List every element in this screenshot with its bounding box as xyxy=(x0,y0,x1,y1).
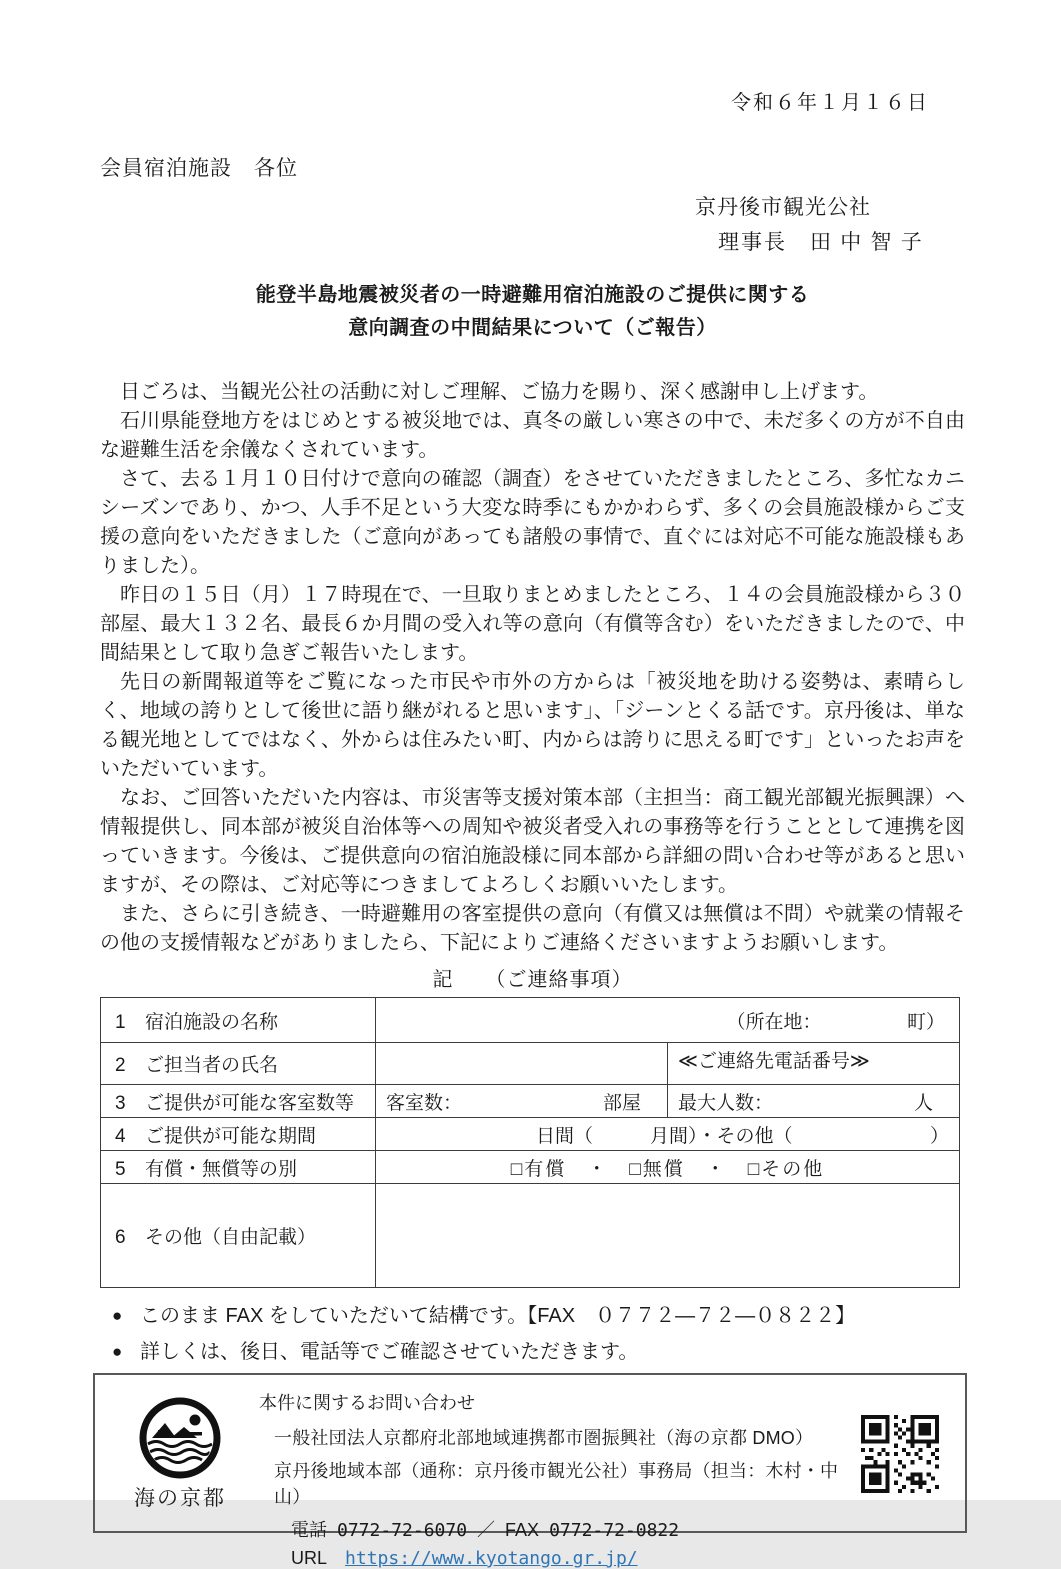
row-number: 4 xyxy=(115,1125,126,1147)
table-row xyxy=(101,1043,960,1085)
row-number: 1 xyxy=(115,1011,126,1033)
document-date: 令和６年１月１６日 xyxy=(731,92,929,114)
notes-list xyxy=(100,1301,965,1367)
row-label: 有償・無償等の別 xyxy=(145,1158,298,1180)
body-paragraph: また、さらに引き続き、一時避難用の客室提供の意向（有償又は無償は不問）や就業の情報その他の支援情報などがありましたら、下記によりご連絡くださいますようお願いします。 xyxy=(100,903,965,954)
body-text xyxy=(100,378,965,958)
qr-code-icon xyxy=(861,1415,939,1493)
tel-number: 0772-72-6070 xyxy=(337,1520,468,1541)
table-row xyxy=(101,1151,960,1184)
list-item xyxy=(100,1337,965,1367)
bullet-icon: ● xyxy=(112,1306,123,1325)
document-title xyxy=(100,279,965,345)
capacity-field xyxy=(668,1085,960,1118)
row-label: ご提供が可能な客室数等 xyxy=(145,1092,355,1114)
bullet-text: 詳しくは、後日、電話等でご確認させていただきます。 xyxy=(140,1341,639,1363)
form-heading: 記 （ご連絡事項） xyxy=(432,969,633,991)
body-paragraph: さて、去る１月１０日付けで意向の確認（調査）をさせていただきましたところ、多忙なカニシーズンであり、かつ、人手不足という大変な時季にもかかわらず、多くの会員施設様からご支援の意向をいただきました（ご意向があっても諸般の事情で、直ぐには対応不可能な施設様もありました）。 xyxy=(100,468,965,577)
rooms-field xyxy=(376,1085,668,1118)
body-paragraph: なお、ご回答いただいた内容は、市災害等支援対策本部（主担当：商工観光部観光振興課）へ情報提供し、同本部が被災自治体等への周知や被災者受入れの事務等を行うこととして連携を図っていきます。今後は、ご提供意向の宿泊施設様に同本部から詳細の問い合わせ等があると思いますが、その際は、ご対応等につきましてよろしくお願いいたします。 xyxy=(100,787,965,896)
list-item xyxy=(100,1301,965,1331)
bullet-icon: ● xyxy=(112,1342,123,1361)
rooms-unit: 部屋 xyxy=(602,1092,641,1114)
office-line: 京丹後地域本部（通称：京丹後市観光公社）事務局（担当：木村・中山） xyxy=(274,1461,839,1507)
free-text-field xyxy=(376,1184,960,1288)
row-number: 5 xyxy=(115,1158,126,1180)
row-number: 3 xyxy=(115,1092,126,1114)
phone-fax-line xyxy=(259,1516,861,1542)
phone-note: ≪ご連絡先電話番号≫ xyxy=(668,1043,960,1085)
bullet-text: このまま FAX をしていただいて結構です。【FAX ０７７２―７２―０８２２】 xyxy=(140,1305,856,1327)
recipient-line: 会員宿泊施設 各位 xyxy=(100,156,298,180)
rooms-label: 客室数： xyxy=(386,1092,463,1114)
umi-no-kyoto-logo-icon xyxy=(138,1396,222,1480)
logo-block xyxy=(109,1385,251,1523)
contact-name-field xyxy=(376,1043,668,1085)
website-link[interactable]: https://www.kyotango.gr.jp/ xyxy=(345,1548,638,1569)
payment-options: □有償 ・ □無償 ・ □その他 xyxy=(376,1151,960,1184)
qr-block xyxy=(861,1385,953,1523)
sender-name: 理事長 田 中 智 子 xyxy=(718,230,924,254)
contact-details xyxy=(251,1385,861,1569)
table-row xyxy=(101,1118,960,1151)
body-paragraph: 石川県能登地方をはじめとする被災地では、真冬の厳しい寒さの中で、未だ多くの方が不自由な避難生活を余儀なくされています。 xyxy=(100,410,965,461)
period-field xyxy=(376,1118,960,1151)
url-line xyxy=(259,1548,861,1569)
separator: ／ xyxy=(477,1520,496,1540)
row-label: その他（自由記載） xyxy=(145,1227,317,1248)
title-line-2: 意向調査の中間結果について（ご報告） xyxy=(348,317,717,339)
organization-line: 一般社団法人京都府北部地域連携都市圏振興社（海の京都 DMO） xyxy=(274,1428,814,1448)
table-row xyxy=(101,1085,960,1118)
capacity-unit: 人 xyxy=(914,1092,934,1114)
table-row xyxy=(101,1184,960,1288)
row-label: ご担当者の氏名 xyxy=(145,1055,279,1076)
row-label: ご提供が可能な期間 xyxy=(145,1125,317,1147)
contact-form-table xyxy=(100,997,960,1288)
contact-heading: 本件に関するお問い合わせ xyxy=(259,1393,475,1413)
contact-info-box xyxy=(93,1373,967,1569)
capacity-label: 最大人数： xyxy=(678,1092,774,1114)
period-text: 日間（ 月間）・その他（ xyxy=(536,1125,793,1147)
period-close: ） xyxy=(930,1125,950,1147)
facility-name-field: （所在地： 町） xyxy=(376,998,960,1043)
sender-organization: 京丹後市観光公社 xyxy=(695,195,871,219)
fax-number: 0772-72-0822 xyxy=(549,1520,680,1541)
row-number: 6 xyxy=(115,1227,126,1248)
title-line-1: 能登半島地震被災者の一時避難用宿泊施設のご提供に関する xyxy=(255,284,810,306)
fax-label: FAX xyxy=(505,1520,540,1540)
body-paragraph: 昨日の１５日（月）１７時現在で、一旦取りまとめましたところ、１４の会員施設様から３０部屋、最大１３２名、最長６か月間の受入れ等の意向（有償等含む）をいただきましたので、中間結果として取り急ぎご報告いたします。 xyxy=(100,584,965,664)
row-label: 宿泊施設の名称 xyxy=(145,1011,279,1033)
logo-text: 海の京都 xyxy=(134,1486,226,1510)
body-paragraph: 先日の新聞報道等をご覧になった市民や市外の方からは「被災地を助ける姿勢は、素晴らしく、地域の誇りとして後世に語り継がれると思います」、「ジーンとくる話です。京丹後は、単なる観光地としてではなく、外からは住みたい町、内からは誇りに思える町です」といったお声をいただいています。 xyxy=(100,671,965,780)
row-number: 2 xyxy=(115,1055,126,1076)
url-label: URL xyxy=(291,1548,328,1568)
table-row xyxy=(101,998,960,1043)
body-paragraph: 日ごろは、当観光公社の活動に対しご理解、ご協力を賜り、深く感謝申し上げます。 xyxy=(120,381,879,403)
tel-label: 電話 xyxy=(291,1520,327,1540)
